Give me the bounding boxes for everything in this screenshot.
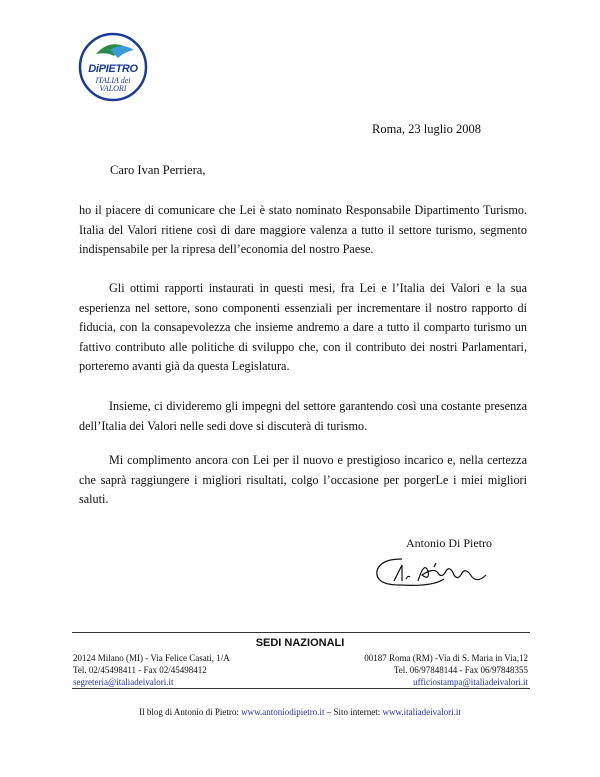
blog-label: Il blog di Antonio di Pietro: — [139, 707, 239, 717]
office-roma-email-link[interactable]: ufficiostampa@italiadeivalori.it — [413, 677, 528, 687]
letter-greeting: Caro Ivan Perriera, — [110, 163, 206, 177]
office-roma-phone: Tel. 06/97848144 - Fax 06/97848355 — [393, 665, 528, 675]
site-link[interactable]: www.italiadeivalori.it — [382, 707, 461, 717]
paragraph-4: Mi complimento ancora con Lei per il nuovo e prestigioso incarico e, nella certezza che saprà raggiungere i migliori risultati, colgo l’occasione per porgerLe i miei migliori saluti. — [79, 453, 527, 507]
office-roma-address: 00187 Roma (RM) -Via di S. Maria in Via,12 — [364, 653, 528, 663]
office-milano-email-link[interactable]: segreteria@italiadeivalori.it — [73, 677, 174, 687]
party-logo — [78, 32, 148, 102]
paragraph-1: ho il piacere di comunicare che Lei è stato nominato Responsabile Dipartimento Turismo. Italia del Valori ritiene così di dare maggiore valenza a tutto il settore turismo, segmento indispensabile per la ripresa dell’economia del nostro Paese. — [79, 203, 527, 257]
footer-divider-top — [72, 632, 530, 633]
site-label: Sito internet: — [333, 707, 381, 717]
footer-separator: – — [326, 707, 332, 717]
office-roma — [350, 652, 528, 688]
handwritten-signature — [372, 553, 494, 593]
signer-name: Antonio Di Pietro — [406, 536, 492, 550]
logo-brand: DiPIETRO — [88, 63, 138, 75]
office-milano — [73, 652, 230, 688]
office-milano-address: 20124 Milano (MI) - Via Felice Casati, 1/A — [73, 653, 230, 663]
footer-divider-bottom — [72, 688, 530, 689]
paragraph-3: Insieme, ci divideremo gli impegni del settore garantendo così una costante presenza dell’Italia dei Valori nelle sedi dove si discuterà di turismo. — [79, 399, 527, 433]
footer-links — [0, 707, 600, 717]
logo-line2: VALORI — [99, 84, 127, 93]
letter-date: Roma, 23 luglio 2008 — [372, 122, 482, 136]
office-milano-phone: Tel. 02/45498411 - Fax 02/45498412 — [73, 665, 207, 675]
blog-link[interactable]: www.antoniodipietro.it — [241, 707, 325, 717]
logo-line1: ITALIA dei — [95, 76, 131, 85]
footer-title: SEDI NAZIONALI — [255, 637, 345, 649]
paragraph-2: Gli ottimi rapporti instaurati in questi mesi, fra Lei e l’Italia dei Valori e la sua esperienza nel settore, sono componenti essenziali per incrementare il nostro rapporto di fiducia, con la consapevolezza che insieme andremo a dare a tutto il comparto turismo un fattivo contributo alle politiche di sviluppo che, con il contributo dei nostri Parlamentari, porteremo avanti già da questa Legislatura. — [79, 281, 527, 374]
